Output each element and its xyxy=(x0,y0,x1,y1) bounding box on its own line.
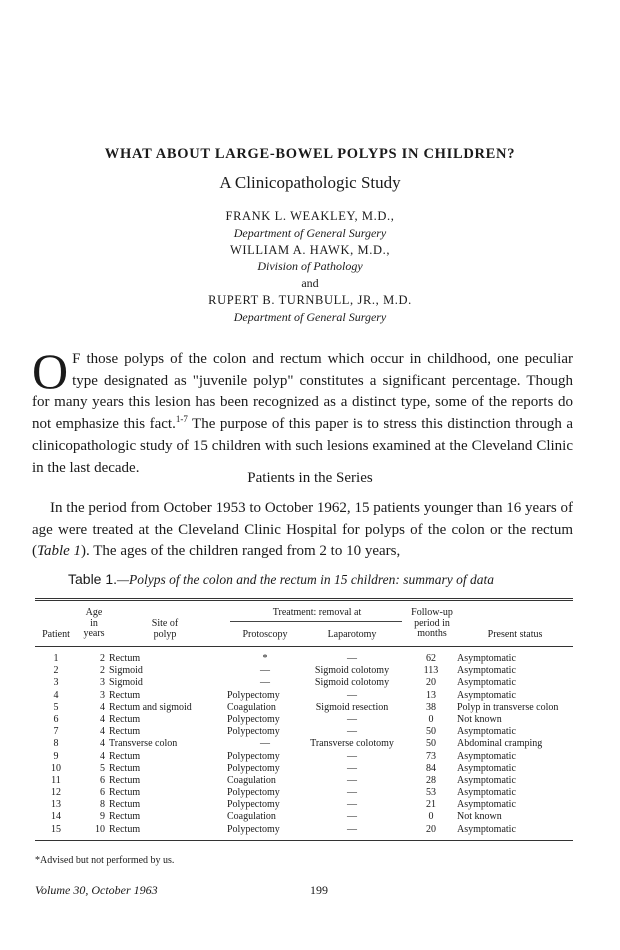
cell-site: Rectum xyxy=(109,799,141,811)
cell-laparotomy: — xyxy=(347,713,357,725)
cell-protoscopy: * xyxy=(262,653,268,664)
header-age-line: Age xyxy=(85,607,103,618)
cell-site: Rectum xyxy=(109,811,141,823)
table-row xyxy=(35,702,573,714)
table-row xyxy=(35,653,573,665)
cell-protoscopy: Coagulation xyxy=(227,774,276,786)
cell-status: Asymptomatic xyxy=(457,726,516,738)
table-row xyxy=(35,751,573,763)
table-footnote: *Advised but not performed by us. xyxy=(35,855,175,866)
cell-followup: 50 xyxy=(426,738,436,750)
table-row xyxy=(35,787,573,799)
table-caption xyxy=(68,571,494,589)
header-site-line: polyp xyxy=(153,628,177,640)
cell-protoscopy: — xyxy=(260,677,270,689)
cell-protoscopy: Polypectomy xyxy=(227,750,280,762)
cell-followup: 13 xyxy=(426,689,436,701)
cell-age: 3 xyxy=(100,689,105,701)
cell-laparotomy: — xyxy=(347,787,357,799)
cell-patient: 13 xyxy=(51,799,61,811)
cell-patient: 3 xyxy=(53,677,59,689)
cell-followup: 113 xyxy=(423,665,439,677)
cell-site: Rectum xyxy=(109,726,141,738)
cell-protoscopy: Polypectomy xyxy=(227,713,280,725)
cell-status: Asymptomatic xyxy=(457,665,516,677)
cell-patient: 11 xyxy=(51,774,61,786)
intro-text-continued: The purpose of this paper is to stress this distinction through a clinicopathologic study of 15 children with such lesions examined at the Cleveland Clinic in the last decade. xyxy=(32,416,573,476)
cell-site: Sigmoid xyxy=(109,665,143,677)
cell-site: Rectum xyxy=(109,774,141,786)
cell-age: 10 xyxy=(95,823,105,835)
cell-age: 2 xyxy=(100,653,105,664)
cell-patient: 6 xyxy=(53,713,59,725)
cell-protoscopy: Coagulation xyxy=(227,701,276,713)
cell-followup: 50 xyxy=(426,726,436,738)
cell-protoscopy: Polypectomy xyxy=(227,799,280,811)
intro-paragraph xyxy=(32,343,573,479)
table-row xyxy=(35,726,573,738)
table-row xyxy=(35,811,573,823)
cell-site: Rectum xyxy=(109,689,141,701)
cell-status: Asymptomatic xyxy=(457,689,516,701)
cell-laparotomy: — xyxy=(347,762,357,774)
cell-age: 4 xyxy=(100,713,105,725)
cell-followup: 62 xyxy=(426,653,436,664)
cell-laparotomy: — xyxy=(347,799,357,811)
table-row xyxy=(35,775,573,787)
header-patient: Patient xyxy=(42,629,70,640)
cell-laparotomy: — xyxy=(347,823,357,835)
cell-laparotomy: — xyxy=(347,653,357,664)
table-label: Table 1. xyxy=(68,571,118,587)
cell-site: Rectum xyxy=(109,653,141,664)
cell-status: Asymptomatic xyxy=(457,823,516,835)
table-row xyxy=(35,714,573,726)
cell-site: Transverse colon xyxy=(109,738,178,750)
cell-protoscopy: — xyxy=(260,665,270,677)
cell-patient: 4 xyxy=(53,689,59,701)
header-age-line: years xyxy=(83,628,105,639)
author-name: FRANK L. WEAKLEY, M.D., xyxy=(225,209,395,223)
cell-status: Asymptomatic xyxy=(457,787,516,799)
table-reference: Table 1 xyxy=(37,543,82,560)
body-text: In the period from October 1953 to October 1962, 15 patients younger than 16 years of age were treated at the Cleveland Clinic Hospital for polyps of the colon or the rectum ( xyxy=(32,500,573,560)
cell-site: Rectum xyxy=(109,823,141,835)
cell-age: 6 xyxy=(100,787,105,799)
table-description: —Polyps of the colon and the rectum in 15 children: summary of data xyxy=(117,572,494,587)
cell-patient: 8 xyxy=(53,738,59,750)
header-site-line: Site of xyxy=(151,618,179,629)
page-number: 199 xyxy=(310,883,328,897)
cell-protoscopy: Polypectomy xyxy=(227,726,280,738)
cell-status: Asymptomatic xyxy=(457,774,516,786)
cell-followup: 0 xyxy=(428,713,434,725)
cell-age: 8 xyxy=(100,799,105,811)
cell-laparotomy: Sigmoid colotomy xyxy=(314,677,390,689)
cell-patient: 1 xyxy=(53,653,59,664)
author-department: Division of Pathology xyxy=(257,259,363,274)
cell-site: Rectum xyxy=(109,762,141,774)
cell-laparotomy: Sigmoid colotomy xyxy=(314,665,390,677)
journal-volume: Volume 30, October 1963 xyxy=(35,883,158,897)
table-top-rule xyxy=(35,598,573,599)
cell-age: 5 xyxy=(100,762,105,774)
cell-protoscopy: Polypectomy xyxy=(227,689,280,701)
author-department: Department of General Surgery xyxy=(233,309,387,324)
table-row xyxy=(35,665,573,677)
intro-text: F those polyps of the colon and rectum which occur in childhood, one peculiar type designated as "juvenile polyp" constitutes a significant percentage. Though for many years this lesion has been recognized as a distinct type, some of the reports do not emphasize this fact. xyxy=(32,351,573,433)
cell-patient: 12 xyxy=(51,787,61,799)
cell-followup: 53 xyxy=(426,787,436,799)
author-department: Department of General Surgery xyxy=(233,225,387,240)
cell-age: 9 xyxy=(100,811,105,823)
cell-protoscopy: Coagulation xyxy=(227,811,276,823)
cell-status: Not known xyxy=(457,713,502,725)
header-followup-line: period in xyxy=(414,617,450,629)
cell-status: Abdominal cramping xyxy=(457,738,543,750)
cell-age: 4 xyxy=(100,750,105,762)
header-followup-line: Follow-up xyxy=(411,607,453,618)
cell-followup: 73 xyxy=(426,750,436,762)
header-followup-line: months xyxy=(417,628,447,639)
table-row xyxy=(35,799,573,811)
reference-superscript: 1-7 xyxy=(175,414,188,425)
header-laparotomy: Laparotomy xyxy=(327,629,377,640)
author-name: RUPERT B. TURNBULL, JR., M.D. xyxy=(208,292,412,307)
table-bottom-rule xyxy=(35,840,573,841)
cell-protoscopy: Polypectomy xyxy=(227,787,280,799)
cell-age: 3 xyxy=(100,677,105,689)
cell-laparotomy: — xyxy=(347,750,357,762)
author-block xyxy=(0,208,620,326)
cell-site: Rectum xyxy=(109,787,141,799)
cell-status: Asymptomatic xyxy=(457,750,516,762)
table-header xyxy=(35,605,573,641)
cell-patient: 2 xyxy=(53,665,59,677)
header-treatment: Treatment: removal at xyxy=(272,607,362,618)
cell-laparotomy: Transverse colotomy xyxy=(310,738,394,750)
cell-status: Asymptomatic xyxy=(457,762,516,774)
body-text-continued: ). The ages of the children ranged from 2 to 10 years, xyxy=(81,543,401,560)
article-subtitle: A Clinicopathologic Study xyxy=(219,173,401,192)
cell-status: Asymptomatic xyxy=(457,677,516,689)
cell-status: Polyp in transverse colon xyxy=(457,701,559,713)
cell-patient: 10 xyxy=(51,762,61,774)
cell-followup: 28 xyxy=(426,774,436,786)
cell-patient: 7 xyxy=(53,726,59,738)
cell-followup: 20 xyxy=(426,823,436,835)
table-row xyxy=(35,738,573,750)
drop-cap: O xyxy=(32,343,69,399)
header-age-line: in xyxy=(90,617,98,629)
cell-laparotomy: — xyxy=(347,689,357,701)
cell-status: Asymptomatic xyxy=(457,653,516,664)
cell-patient: 14 xyxy=(51,811,61,823)
cell-status: Asymptomatic xyxy=(457,799,516,811)
cell-site: Rectum and sigmoid xyxy=(109,701,192,713)
header-protoscopy: Protoscopy xyxy=(242,629,288,640)
cell-protoscopy: Polypectomy xyxy=(227,762,280,774)
cell-patient: 9 xyxy=(53,750,59,762)
cell-status: Not known xyxy=(457,811,502,823)
cell-laparotomy: — xyxy=(347,774,357,786)
author-name: WILLIAM A. HAWK, M.D., xyxy=(229,242,391,257)
cell-patient: 5 xyxy=(53,701,59,713)
header-status: Present status xyxy=(487,629,543,640)
cell-laparotomy: — xyxy=(347,726,357,738)
header-treatment-rule xyxy=(230,621,402,622)
cell-age: 4 xyxy=(100,726,105,738)
cell-laparotomy: Sigmoid resection xyxy=(315,701,389,713)
table-row xyxy=(35,677,573,689)
header-site xyxy=(135,619,195,640)
table-row xyxy=(35,690,573,702)
cell-followup: 38 xyxy=(426,701,436,713)
cell-age: 4 xyxy=(100,738,105,750)
header-age xyxy=(79,608,109,640)
cell-patient: 15 xyxy=(51,823,61,835)
header-followup xyxy=(405,608,459,640)
cell-age: 6 xyxy=(100,774,105,786)
cell-laparotomy: — xyxy=(347,811,357,823)
cell-followup: 21 xyxy=(426,799,436,811)
cell-site: Rectum xyxy=(109,713,141,725)
table-header-rule xyxy=(35,646,573,647)
author-conjunction: and xyxy=(301,276,319,291)
table-top-rule-double xyxy=(35,600,573,601)
cell-site: Rectum xyxy=(109,750,141,762)
body-paragraph xyxy=(32,498,573,563)
cell-age: 2 xyxy=(100,665,105,677)
cell-protoscopy: — xyxy=(260,738,270,750)
cell-followup: 0 xyxy=(428,811,434,823)
section-heading: Patients in the Series xyxy=(247,470,373,486)
cell-protoscopy: Polypectomy xyxy=(227,823,280,835)
cell-followup: 20 xyxy=(426,677,436,689)
table-row xyxy=(35,763,573,775)
table-body xyxy=(35,653,573,836)
cell-age: 4 xyxy=(100,701,105,713)
table-row xyxy=(35,824,573,836)
cell-followup: 84 xyxy=(426,762,436,774)
article-title: WHAT ABOUT LARGE-BOWEL POLYPS IN CHILDREN? xyxy=(104,146,516,162)
cell-site: Sigmoid xyxy=(109,677,143,689)
